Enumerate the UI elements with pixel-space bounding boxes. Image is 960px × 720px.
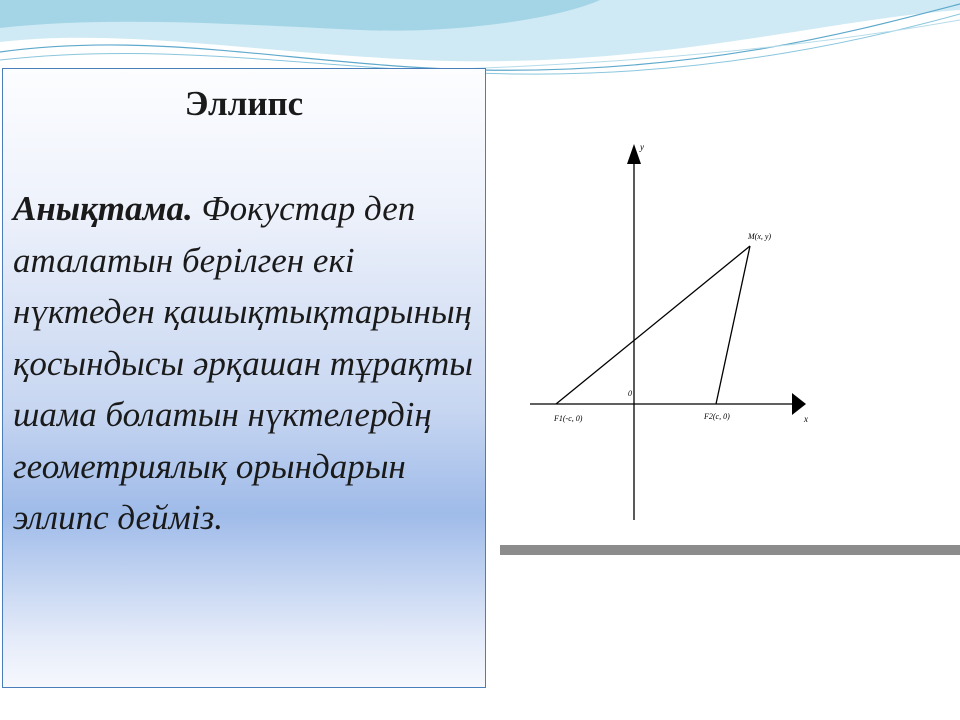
definition-term: Анықтама.	[13, 189, 193, 228]
slide-title: Эллипс	[184, 84, 304, 123]
definition-box	[2, 68, 486, 688]
definition-paragraph	[13, 183, 475, 544]
origin-label: 0	[628, 389, 632, 398]
y-axis-arrow	[627, 144, 641, 164]
definition-text: Фокустар деп аталатын берілген екі нүктеден қашықтықтарының қосындысы әрқашан тұрақты шама болатын нүктелердің геометриялық орындарын эллипс дейміз.	[13, 189, 473, 537]
focus-1-label: F1(-c, 0)	[554, 414, 583, 423]
x-axis-arrow	[792, 393, 806, 415]
figure-canvas	[490, 128, 840, 536]
ellipse-figure	[490, 128, 840, 536]
figure-shadow-bar	[500, 545, 960, 555]
y-axis-label: y	[640, 142, 644, 152]
focus-2-label: F2(c, 0)	[704, 412, 730, 421]
point-m-label: M(x, y)	[748, 232, 772, 241]
x-axis-label: x	[804, 414, 808, 424]
